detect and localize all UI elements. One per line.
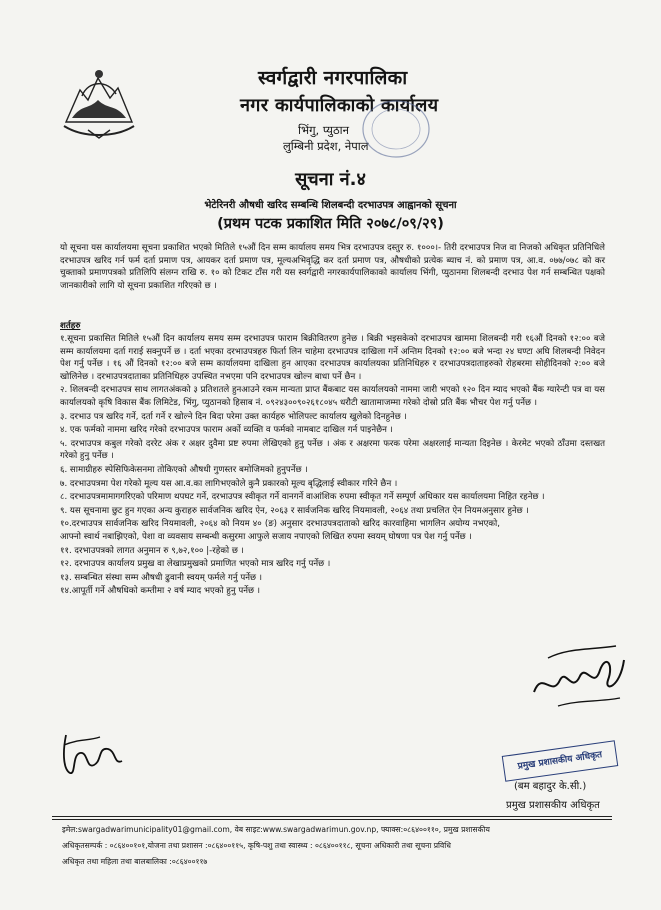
term-item: ७. दरभाउपत्रमा पेश गरेको मूल्य यस आ.व.का लागिभएकोले कुनै प्रकारको मूल्य बृद्धिलाई स्वीकार गरिने छैन । xyxy=(60,478,398,489)
municipality-emblem xyxy=(58,60,140,145)
term-item: २. शिलबन्दी दरभाउपत्र साथ लागतअंकको ३ प्रतिशतले हुनआउने रकम मान्यता प्राप्त बैंकबाट यस कार्यालयको नाममा जारी भएको १२० दिन म्याद भएको बैंक ग्यारेन्टी पत्र वा यस कार्यालयको कृषि विकास बैंक लिमिटेड, भिंगु, प्युठानको हिसाब नं. ०९२४३००९०२६१८०४५ धरौटी खातामाजम्मा गरेको दोस्रो प्रति बैंक भौचर पेश गर्नु पर्नेछ । xyxy=(60,385,605,408)
term-item: ५. दरभाउपत्र कबुल गरेको दररेट अंक र अक्षर दुवैमा प्रष्ट रुपमा लेखिएको हुनु पर्नेछ । अंक र अक्षरमा फरक परेमा अक्षरलाई मान्यता दिइनेछ । केरमेट भएको ठाँउमा दस्तखत गरेको हुनु पर्नेछ । xyxy=(60,438,605,462)
left-signature xyxy=(58,725,128,780)
office-province: लुम्बिनी प्रदेश, नेपाल xyxy=(283,139,369,153)
office-name: नगर कार्यपालिकाको कार्यालय xyxy=(240,95,439,116)
publication-date: (प्रथम पटक प्रकाशित मिति २०७८/०९/२९) xyxy=(217,216,444,232)
footer-contact-line3: अधिकृत तथा महिला तथा बालबालिका :०८६४००११७ xyxy=(62,857,208,866)
office-place: भिंगु, प्युठान xyxy=(298,123,350,137)
designation-stamp: प्रमुख प्रशासकीय अधिकृत xyxy=(502,740,619,782)
term-item: ११. दरभाउपत्रको लागत अनुमान रु ९,७२,१०० |-रहेको छ । xyxy=(60,545,244,556)
term-item: ४. एक फर्मको नाममा खरिद गरेको दरभाउपत्र फाराम अर्को व्यक्ति व फर्मको नामबाट दाखिल गर्न पाइनेछैन । xyxy=(60,425,393,436)
term-item: ८. दरभाउपत्रमामागगरिएको परिमाण थपघट गर्ने, दरभाउपत्र स्वीकृत गर्ने वानगर्ने वाआंशिक रुपमा स्वीकृत गर्ने सम्पूर्ण अधिकार यस कार्यालयमा निहित रहनेछ । xyxy=(60,492,545,503)
term-item: ३. दरभाउ पत्र खरिद गर्ने, दर्ता गर्ने र खोल्ने दिन बिदा परेमा उक्त कार्यहरु भोलिपल्ट कार्यालय खुलेको दिनहुनेछ । xyxy=(60,411,407,422)
municipality-name: स्वर्गद्वारी नगरपालिका xyxy=(258,67,408,89)
terms-heading: शर्तहरु xyxy=(60,321,81,331)
notice-subject: भेटेरिनरी औषधी खरिद सम्बन्धि शिलबन्दी दरभाउपत्र आह्वानको सूचना xyxy=(204,200,457,211)
office-seal xyxy=(360,98,432,160)
term-item: ९. यस सूचनामा छुट हुन गएका अन्य कुराहरु सार्वजनिक खरिद ऐन, २०६३ र सार्वजनिक खरिद नियमावली, २०६४ तथा प्रचलित ऐन नियमअनुसार हुनेछ । xyxy=(60,505,529,516)
term-item: १२. दरभाउपत्र कार्यालय प्रमुख वा लेखाप्रमुखको प्रमाणित भएको मात्र खरिद गर्नु पर्नेछ । xyxy=(60,559,331,570)
footer-contact-line2: अधिकृतसम्पर्क : ०८६४००१०१,योजना तथा प्रशासन :०८६४००११५, कृषि-पशु तथा स्वास्थ्य : ०८६४००११८, सूचना अधिकारी तथा सूचना प्रविधि xyxy=(62,841,451,850)
notice-intro: यो सूचना यस कार्यालयमा सूचना प्रकाशित भएको मितिले १५औं दिन सम्म कार्यालय समय भित्र दरभाउपत्र दस्तुर रु. १०००।- तिरी दरभाउपत्र निज वा निजको अधिकृत प्रतिनिधिले दरभाउपत्र खरिद गर्न फर्म दर्ता प्रमाण पत्र, आयकर दर्ता प्रमाण पत्र, मूल्यअभिवृद्धि कर दर्ता प्रमाण पत्र, औषधीको प्रत्येक ब्याच नं. को प्रमाण पत्र, आ.व. ०७७/०७८ को कर चुक्ताको प्रमाणपत्रको प्रतिलिपि संलग्न राखि रु. १० को टिकट टाँस गरी यस स्वर्गद्वारी नगरकार्यपालिकाको कार्यालय भिंगी, प्युठानमा शिलबन्दी दरभाउ पेश गर्न सम्बन्धित पक्षको जानकारीको लागि यो सूचना प्रकाशित गरिएको छ । xyxy=(60,243,605,291)
notice-title: सूचना नं.४ xyxy=(295,169,366,190)
footer-rule-bottom xyxy=(52,819,612,820)
signatory-designation: प्रमुख प्रशासकीय अधिकृत xyxy=(506,800,600,811)
right-signature xyxy=(528,640,628,720)
term-item: १०.दरभाउपत्र सार्वजनिक खरिद नियमावली, २०६४ को नियम ४० (ङ) अनुसार दरभाउपत्रदाताको खरिद कारवाहिमा भागलिन अयोग्य नभएको, आफ्नो स्वार्थ नबाझिएको, पेशा वा व्यवसाय सम्बन्धी कसुरमा आफुले सजाय नपाएको लिखित रुपमा स्वयम् घोषणा पत्र पेश गर्नु पर्नेछ । xyxy=(60,519,500,542)
term-item: १.सूचना प्रकासित मितिले १५औं दिन कार्यालय समय सम्म दरभाउपत्र फाराम बिक्रीवितरण हुनेछ । बिक्री भइसकेको दरभाउपत्र खाममा शिलबन्दी गरी १६औं दिनको १२:०० बजे सम्म कार्यालयमा दर्ता गराई सक्नुपर्ने छ । दर्ता भएका दरभाउपत्रहरु फिर्ता लिन चाहेमा दरभाउपत्र दाखिला गर्ने अन्तिम दिनको १२:०० बजे भन्दा २४ घण्टा अघि शिलबन्दी निवेदन पेश गर्नु पर्नेछ । १६ औं दिनको १२:०० बजे सम्म कार्यालयमा दाखिला हुन आएका दरभाउपत्र कार्यालयका प्रतिनिधिहरु र दरभाउपत्रदाताहरुको रोहबरमा सोहीदिनको २:०० बजे खोलिनेछ । दरभाउपत्रदाताका प्रतिनिधिहरु उपस्थित नभएमा पनि दरभाउपत्र खोल्न बाधा पर्ने छैन । xyxy=(60,334,605,382)
signatory-name: (बम बहादुर के.सी.) xyxy=(514,781,587,792)
term-item: ६. सामाग्रीहरु स्पेसिफिकेसनमा तोकिएको औषधी गुणस्तर बमोजिमको हुनुपर्नेछ । xyxy=(60,464,308,475)
term-item: १३. सम्बन्धित संस्था सम्म औषधी ढुवानी स्वयम् फर्मले गर्नु पर्नेछ । xyxy=(60,572,262,583)
terms-list xyxy=(60,333,605,599)
footer-contact-line1: इमेल:swargadwarimunicipality01@gmail.com, वेब साइट:www.swargadwarimun.gov.np, फ्याक्स:०८६४००११०, प्रमुख प्रशासकीय xyxy=(62,825,490,834)
term-item: १४.आपूर्ती गर्ने औषधिको कम्तीमा २ वर्ष म्याद भएको हुनु पर्नेछ । xyxy=(60,586,261,597)
footer-rule-top xyxy=(52,816,612,817)
